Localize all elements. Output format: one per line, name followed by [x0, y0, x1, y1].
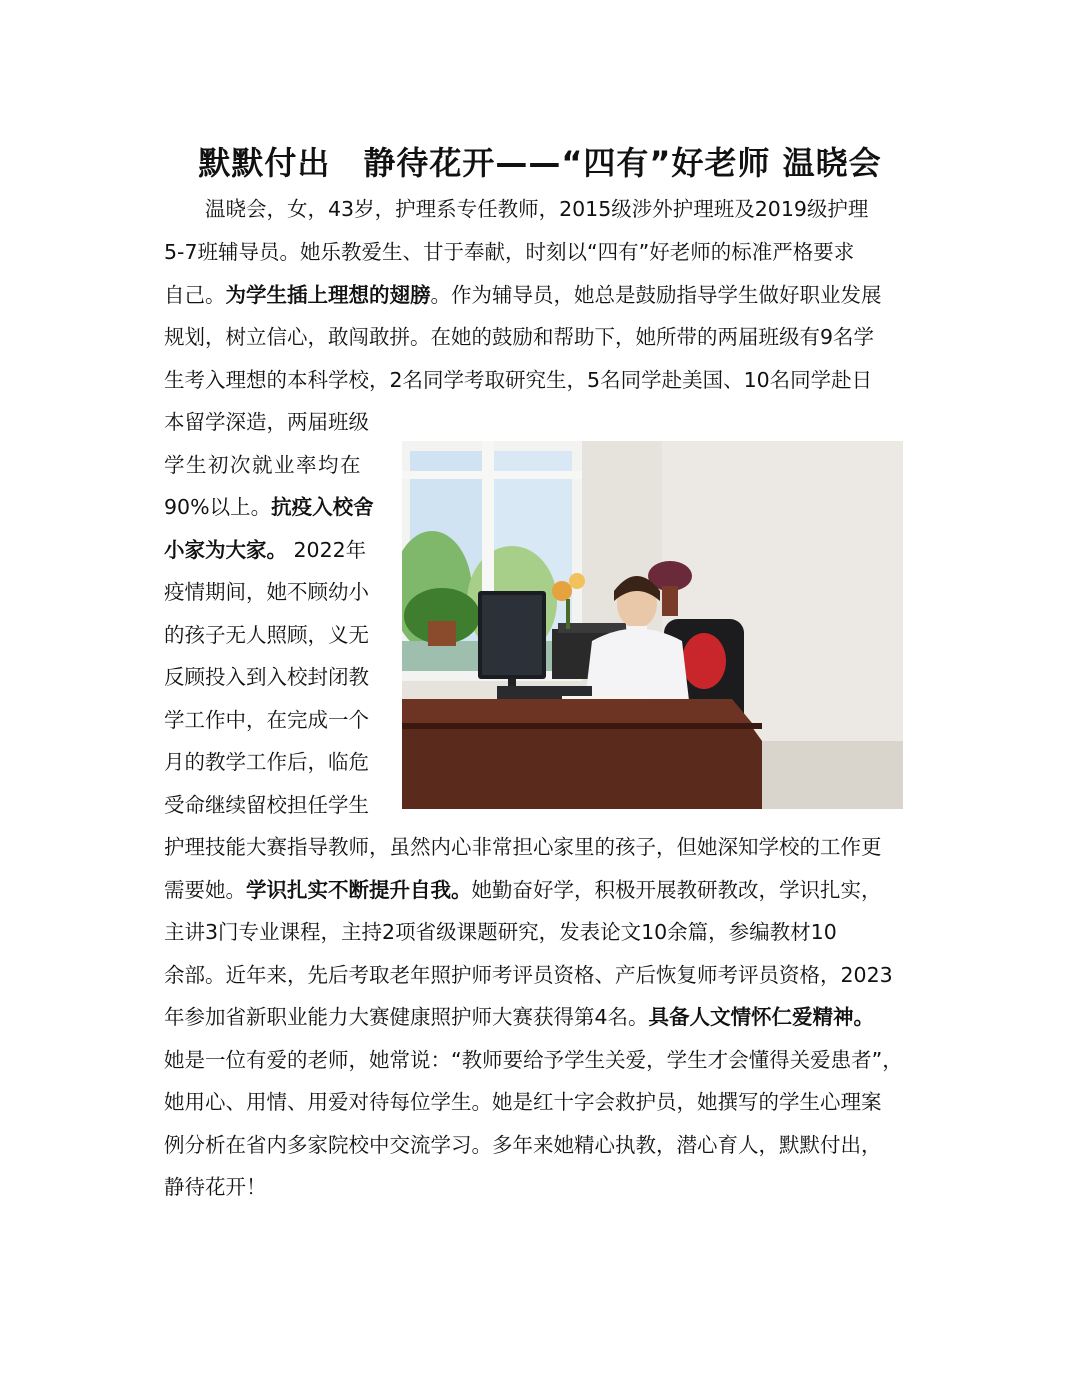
- paragraph-line: 疫情期间，她不顾幼小: [164, 580, 369, 604]
- paragraph-line: 5-7班辅导员。她乐教爱生、甘于奉献，时刻以“四有”好老师的标准严格要求: [164, 240, 855, 264]
- paragraph-line: 自己。为学生插上理想的翅膀。作为辅导员，她总是鼓励指导学生做好职业发展: [164, 283, 882, 307]
- bold-heading: 学识扎实不断提升自我。: [246, 878, 472, 902]
- paragraph-line: 本留学深造，两届班级: [164, 410, 369, 434]
- paragraph-line: 受命继续留校担任学生: [164, 793, 369, 817]
- paragraph-line: 温晓会，女，43岁，护理系专任教师，2015级涉外护理班及2019级护理: [164, 197, 869, 221]
- bold-heading: 抗疫入校舍: [271, 495, 374, 519]
- paragraph-line: 90%以上。抗疫入校舍: [164, 495, 374, 519]
- bold-heading: 具备人文情怀仁爱精神。: [648, 1005, 875, 1029]
- paragraph-line: 小家为大家。 2022年: [164, 538, 367, 562]
- paragraph-line: 静待花开！: [164, 1175, 267, 1199]
- paragraph-line: 的孩子无人照顾，义无: [164, 623, 369, 647]
- paragraph-line: 她是一位有爱的老师，她常说：“教师要给予学生关爱，学生才会懂得关爱患者”，: [164, 1048, 903, 1072]
- paragraph-line: 反顾投入到入校封闭教: [164, 665, 369, 689]
- paragraph-line: 主讲3门专业课程，主持2项省级课题研究，发表论文10余篇，参编教材10: [164, 920, 837, 944]
- paragraph-line: 余部。近年来，先后考取老年照护师考评员资格、产后恢复师考评员资格，2023: [164, 963, 893, 987]
- paragraph-line: 她用心、用情、用爱对待每位学生。她是红十字会救护员，她撰写的学生心理案: [164, 1090, 882, 1114]
- bold-heading: 小家为大家。: [164, 538, 287, 562]
- paragraph-line: 学工作中，在完成一个: [164, 708, 369, 732]
- teacher-at-desk-photo: [402, 441, 903, 809]
- page-title: 默默付出 静待花开——“四有”好老师 温晓会: [198, 144, 882, 182]
- paragraph-line: 需要她。学识扎实不断提升自我。她勤奋好学，积极开展教研教改，学识扎实，: [164, 878, 882, 902]
- paragraph-line: 生考入理想的本科学校，2名同学考取研究生，5名同学赴美国、10名同学赴日: [164, 368, 873, 392]
- paragraph-line: 年参加省新职业能力大赛健康照护师大赛获得第4名。具备人文情怀仁爱精神。: [164, 1005, 875, 1029]
- paragraph-line: 例分析在省内多家院校中交流学习。多年来她精心执教，潜心育人，默默付出，: [164, 1133, 882, 1157]
- paragraph-line: 学生初次就业率均在: [164, 453, 362, 477]
- paragraph-line: 规划，树立信心，敢闯敢拼。在她的鼓励和帮助下，她所带的两届班级有9名学: [164, 325, 875, 349]
- paragraph-line: 月的教学工作后，临危: [164, 750, 369, 774]
- paragraph-line: 护理技能大赛指导教师，虽然内心非常担心家里的孩子，但她深知学校的工作更: [164, 835, 882, 859]
- bold-heading: 为学生插上理想的翅膀: [225, 283, 431, 307]
